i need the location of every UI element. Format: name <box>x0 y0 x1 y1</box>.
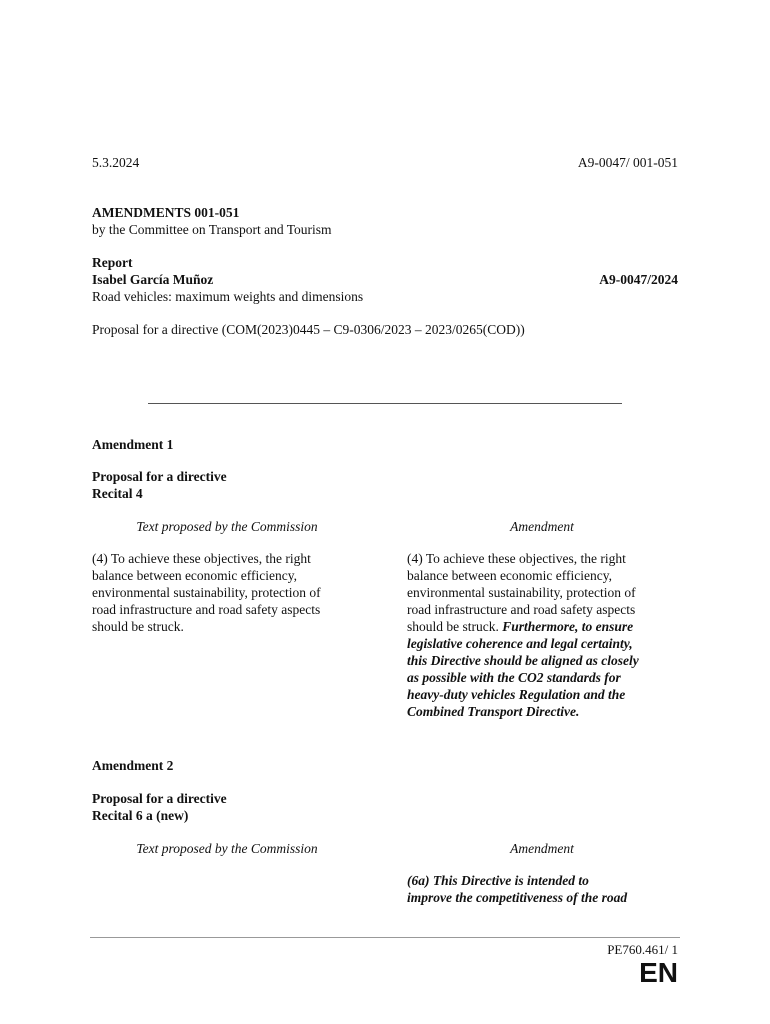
amendment-2-right-column-heading: Amendment <box>510 841 574 856</box>
page-reference: PE760.461/ 1 <box>607 942 678 957</box>
amendment-2-left-column-heading: Text proposed by the Commission <box>136 841 318 856</box>
amendment-2-amended-text <box>407 872 682 906</box>
document-date: 5.3.2024 <box>92 155 140 170</box>
amendment-1-left-column-heading: Text proposed by the Commission <box>136 519 318 534</box>
text-line <box>407 618 682 635</box>
added-text-line: (6a) This Directive is intended to <box>407 873 589 888</box>
added-text-line: Combined Transport Directive. <box>407 704 580 719</box>
amendment-1-proposal-line: Proposal for a directive <box>92 469 227 484</box>
text-line: balance between economic efficiency, <box>92 568 298 583</box>
rapporteur-name: Isabel García Muñoz <box>92 272 214 287</box>
amendment-2-title: Amendment 2 <box>92 758 174 773</box>
added-text-line: legislative coherence and legal certainty, <box>407 636 633 651</box>
document-reference: A9-0047/ 001-051 <box>577 155 678 170</box>
text-line: road infrastructure and road safety aspects <box>92 602 321 617</box>
amendments-title: AMENDMENTS 001-051 <box>92 205 240 220</box>
amendment-1-right-column-heading: Amendment <box>510 519 574 534</box>
text-line: environmental sustainability, protection of <box>92 585 321 600</box>
amendment-1-title: Amendment 1 <box>92 437 174 452</box>
section-separator <box>148 403 622 404</box>
committee-line: by the Committee on Transport and Tourism <box>92 222 332 237</box>
text-line: environmental sustainability, protection of <box>407 585 636 600</box>
amendment-1-commission-text <box>92 550 367 635</box>
text-line: (4) To achieve these objectives, the right <box>407 551 626 566</box>
proposal-reference: Proposal for a directive (COM(2023)0445 – C9-0306/2023 – 2023/0265(COD)) <box>92 322 525 337</box>
amendment-2-recital: Recital 6 a (new) <box>92 808 189 823</box>
footer-divider <box>90 937 680 938</box>
text-line: balance between economic efficiency, <box>407 568 613 583</box>
text-line: road infrastructure and road safety aspects <box>407 602 636 617</box>
unchanged-text: should be struck. <box>407 619 503 634</box>
text-line: (4) To achieve these objectives, the right <box>92 551 311 566</box>
added-text-line: this Directive should be aligned as closely <box>407 653 639 668</box>
added-text-line: as possible with the CO2 standards for <box>407 670 621 685</box>
report-number: A9-0047/2024 <box>599 272 678 287</box>
added-text-line: improve the competitiveness of the road <box>407 890 628 905</box>
amendment-1-amended-text <box>407 550 682 720</box>
amendment-1-recital: Recital 4 <box>92 486 143 501</box>
text-line: should be struck. <box>92 619 184 634</box>
added-text: Furthermore, to ensure <box>502 619 634 634</box>
amendment-2-proposal-line: Proposal for a directive <box>92 791 227 806</box>
report-subject: Road vehicles: maximum weights and dimensions <box>92 289 364 304</box>
added-text-line: heavy-duty vehicles Regulation and the <box>407 687 626 702</box>
report-label: Report <box>92 255 133 270</box>
language-code: EN <box>639 957 678 988</box>
